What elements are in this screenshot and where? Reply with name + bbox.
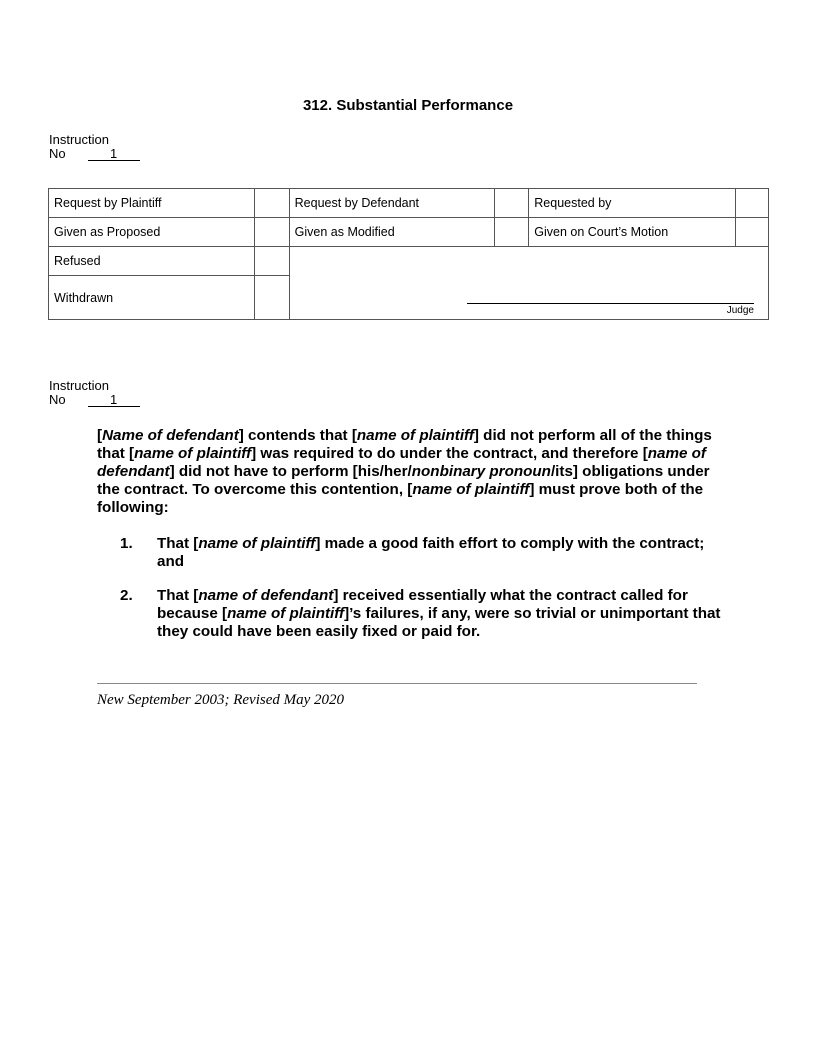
list-text: That [name of defendant] received essentially what the contract called for because [name of plaintiff]’s failures, if any, were so trivial or unimportant that they could have been easily fixed or paid for. [157,587,721,640]
instruction-label: Instruction [49,378,109,393]
list-text: That [name of plaintiff] made a good faith effort to comply with the contract; and [157,535,705,570]
given-as-modified-box[interactable] [495,218,529,247]
given-as-modified-label: Given as Modified [289,218,495,247]
judge-signature-area [289,247,768,320]
request-table [48,188,769,320]
refused-label: Refused [49,247,255,276]
page-title: 312. Substantial Performance [302,97,514,114]
history-note: New September 2003; Revised May 2020 [97,692,345,708]
request-by-defendant-box[interactable] [495,189,529,218]
instruction-body [97,427,727,517]
no-label: No [49,392,66,407]
withdrawn-box[interactable] [254,276,289,320]
request-by-plaintiff-label: Request by Plaintiff [49,189,255,218]
instruction-number-block-2 [49,379,140,407]
request-by-plaintiff-box[interactable] [254,189,289,218]
requested-by-box[interactable] [736,189,769,218]
given-as-proposed-label: Given as Proposed [49,218,255,247]
given-on-courts-motion-label: Given on Court’s Motion [529,218,736,247]
judge-label: Judge [726,305,754,316]
instruction-paragraph: [Name of defendant] contends that [name of plaintiff] did not perform all of the things that [name of plaintiff] was required to do under the contract, and therefore [name of defendant] did not have to perform [his/her/nonbinary pronoun/its] obligations under the contract. To overcome this contention, [name of plaintiff] must prove both of the following: [97,427,712,516]
list-number: 1. [120,535,133,552]
instruction-number: 1 [88,147,140,161]
list-item-1 [120,535,730,571]
instruction-number: 1 [88,393,140,407]
given-on-courts-motion-box[interactable] [736,218,769,247]
no-label: No [49,146,66,161]
divider [97,683,697,684]
list-number: 2. [120,587,133,604]
judge-signature-line[interactable] [467,303,754,304]
instruction-number-block [49,133,140,161]
list-item-2 [120,587,730,641]
given-as-proposed-box[interactable] [254,218,289,247]
request-by-defendant-label: Request by Defendant [289,189,495,218]
withdrawn-label: Withdrawn [49,276,255,320]
instruction-label: Instruction [49,132,109,147]
refused-box[interactable] [254,247,289,276]
requested-by-label: Requested by [529,189,736,218]
